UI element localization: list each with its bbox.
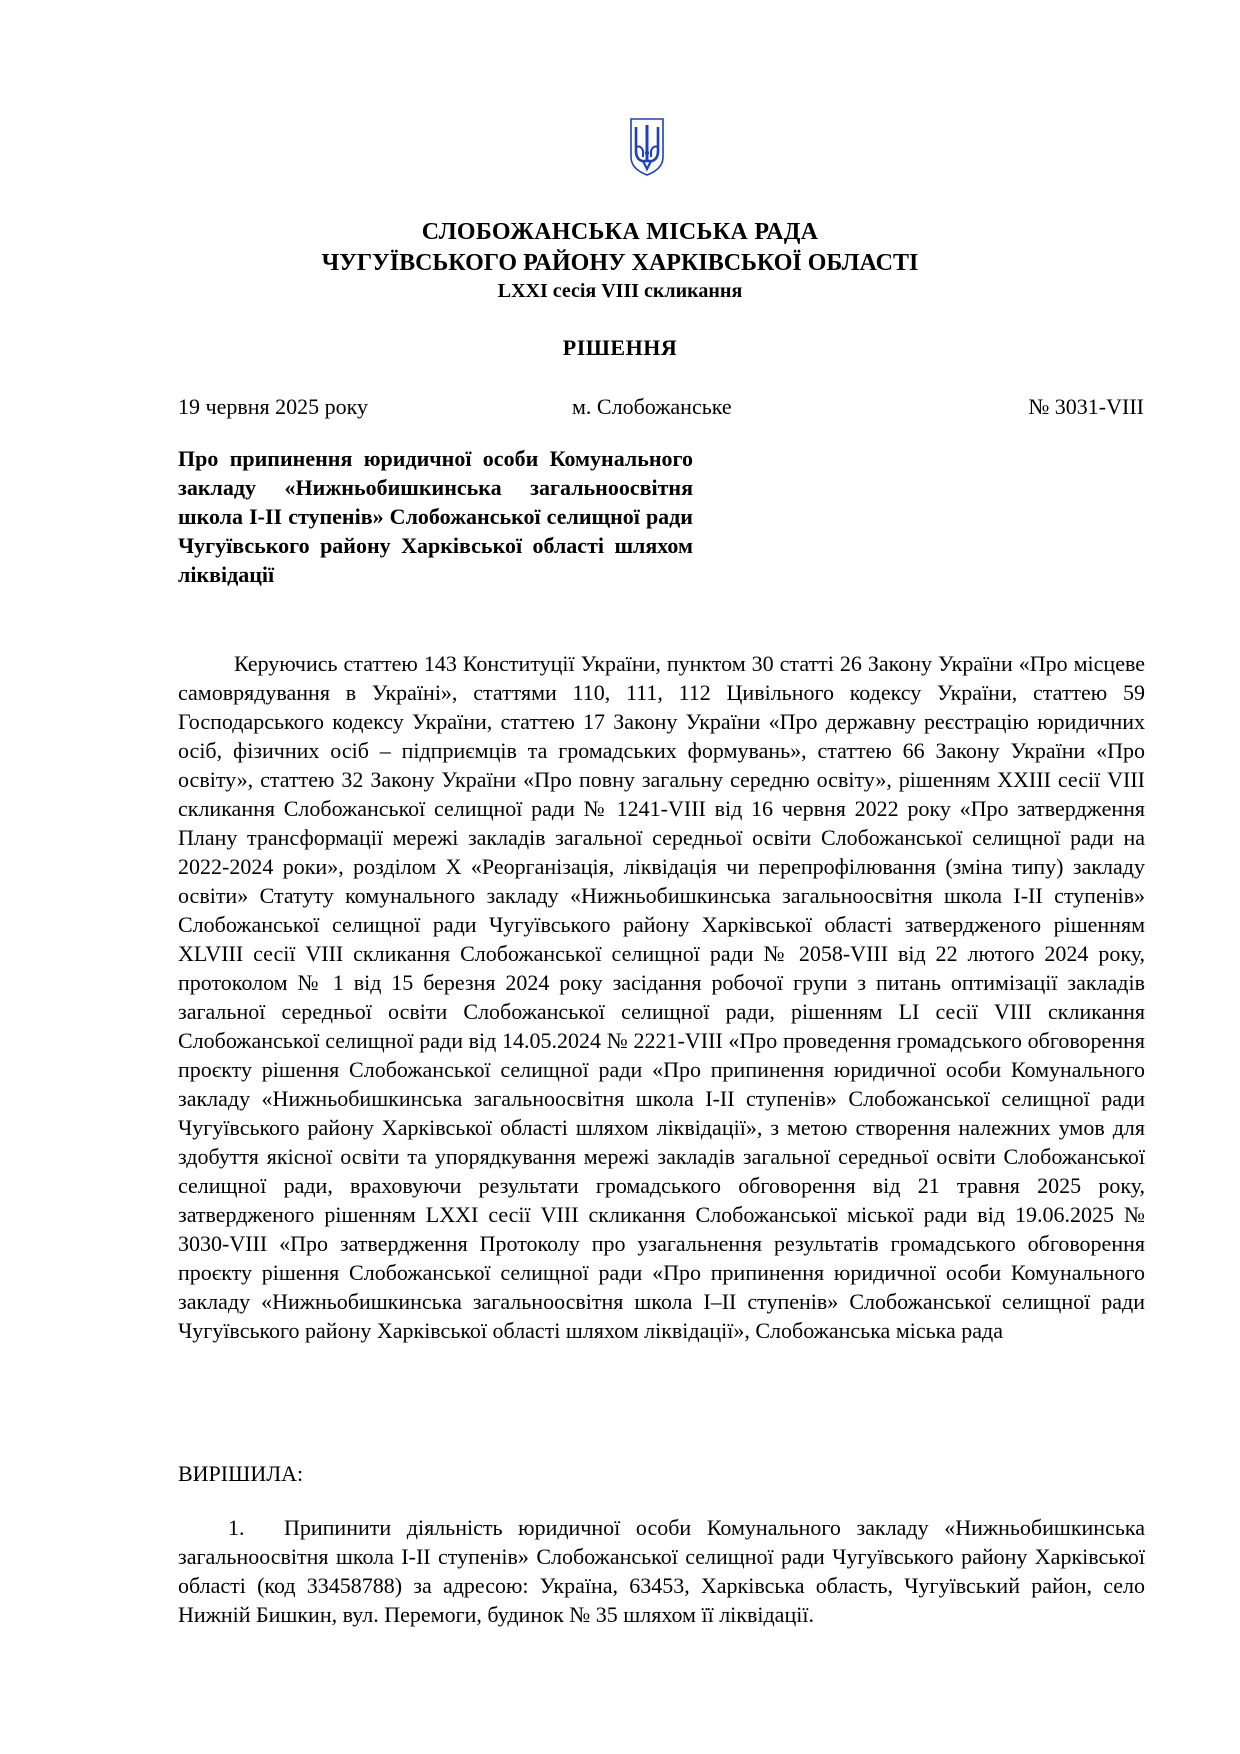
- session-line: LXXI сесія VIII скликання: [497, 280, 743, 302]
- decision-number: № 3031-VIII: [1028, 394, 1144, 419]
- resolution-item-text: Припинити діяльність юридичної особи Комунального закладу «Нижньобишкинська загальноосвітня школа І-ІІ ступенів» Слобожанської селищної ради Чугуївського району Харківської області (код 33458788) за адресою: Україна, 63453, Харківська область, Чугуївський район, село Нижній Бишкин, вул. Перемоги, будинок № 35 шляхом її ліквідації.: [178, 1515, 1145, 1627]
- council-name: СЛОБОЖАНСЬКА МІСЬКА РАДА: [421, 219, 819, 245]
- district-name: ЧУГУЇВСЬКОГО РАЙОНУ ХАРКІВСЬКОЇ ОБЛАСТІ: [321, 250, 919, 276]
- decided-label: ВИРІШИЛА:: [178, 1461, 304, 1486]
- resolution-item: [178, 1513, 1145, 1629]
- decision-subject: Про припинення юридичної особи Комунального закладу «Нижньобишкинська загальноосвітня школа І-ІІ ступенів» Слобожанської селищної ради Чугуївського району Харківської області шляхом ліквідації: [178, 446, 693, 587]
- resolution-item-number: 1.: [228, 1515, 245, 1540]
- decision-date: 19 червня 2025 року: [178, 394, 368, 419]
- document-type: РІШЕННЯ: [562, 335, 678, 360]
- preamble-paragraph: Керуючись статтею 143 Конституції України, пунктом 30 статті 26 Закону України «Про місцеве самоврядування в Україні», статтями 110, 111, 112 Цивільного кодексу України, статтею 59 Господарського кодексу України, статтею 17 Закону України «Про державну реєстрацію юридичних осіб, фізичних осіб – підприємців та громадських формувань», статтею 66 Закону України «Про освіту», статтею 32 Закону України «Про повну загальну середню освіту», рішенням XXIII сесії VIII скликання Слобожанської селищної ради № 1241-VIII від 16 червня 2022 року «Про затвердження Плану трансформації мережі закладів загальної середньої освіти Слобожанської селищної ради на 2022-2024 роки», розділом Х «Реорганізація, ліквідація чи перепрофілювання (зміна типу) закладу освіти» Статуту комунального закладу «Нижньобишкинська загальноосвітня школа І-ІІ ступенів» Слобожанської селищної ради Чугуївського району Харківської області затвердженого рішенням XLVIII сесії VIII скликання Слобожанської селищної ради № 2058-VIII від 22 лютого 2024 року, протоколом № 1 від 15 березня 2024 року засідання робочої групи з питань оптимізації закладів загальної середньої освіти Слобожанської селищної ради, рішенням LI сесії VIII скликання Слобожанської селищної ради від 14.05.2024 № 2221-VIII «Про проведення громадського обговорення проєкту рішення Слобожанської селищної ради «Про припинення юридичної особи Комунального закладу «Нижньобишкинська загальноосвітня школа І-ІІ ступенів» Слобожанської селищної ради Чугуївського району Харківської області шляхом ліквідації», з метою створення належних умов для здобуття якісної освіти та упорядкування мережі закладів загальної середньої освіти Слобожанської селищної ради, враховуючи результати громадського обговорення від 21 травня 2025 року, затвердженого рішенням LXXI сесії VIII скликання Слобожанської міської ради від 19.06.2025 № 3030-VIII «Про затвердження Протоколу про узагальнення результатів громадського обговорення проєкту рішення Слобожанської селищної ради «Про припинення юридичної особи Комунального закладу «Нижньобишкинська загальноосвітня школа І–ІІ ступенів» Слобожанської селищної ради Чугуївського району Харківської області шляхом ліквідації», Слобожанська міська рада: [178, 651, 1145, 1343]
- ukraine-trident-emblem-icon: [629, 117, 665, 177]
- decision-place: м. Слобожанське: [572, 394, 732, 419]
